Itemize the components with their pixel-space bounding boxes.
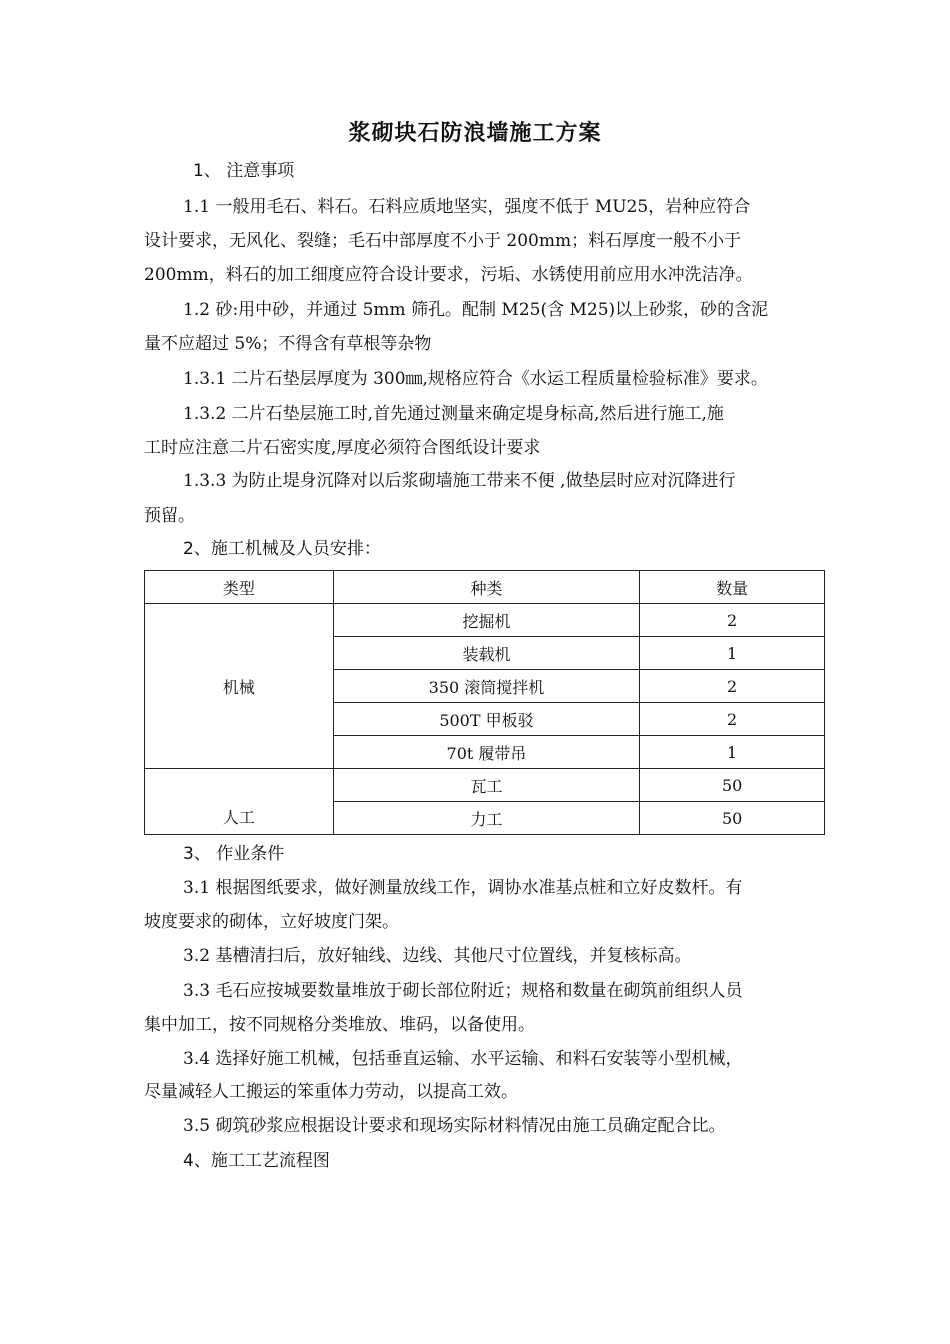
- table-cell: 2: [640, 703, 825, 736]
- paragraph-1-2-line-2: 量不应超过 5%；不得含有草根等杂物: [144, 334, 432, 354]
- paragraph-3-4-line-1: 3.4 选择好施工机械，包括垂直运输、水平运输、和料石安装等小型机械，: [183, 1049, 743, 1069]
- table-cell: 2: [640, 604, 825, 637]
- paragraph-1-1-line-1: 1.1 一般用毛石、料石。石料应质地坚实，强度不低于 MU25，岩种应符合: [183, 197, 751, 217]
- paragraph-1-1-line-3: 200mm，料石的加工细度应符合设计要求，污垢、水锈使用前应用水冲洗洁净。: [144, 265, 753, 285]
- section-1-heading: 1、 注意事项: [193, 161, 295, 181]
- section-4-heading: 4、施工工艺流程图: [183, 1151, 330, 1171]
- table-cell: 50: [640, 802, 825, 835]
- table-header-cell: 种类: [333, 571, 640, 604]
- paragraph-3-4-line-2: 尽量减轻人工搬运的笨重体力劳动，以提高工效。: [144, 1082, 518, 1102]
- table-group-cell: 人工: [145, 769, 334, 835]
- paragraph-1-3-2-line-1: 1.3.2 二片石垫层施工时,首先通过测量来确定堤身标高,然后进行施工,施: [183, 404, 724, 424]
- table-cell: 挖掘机: [333, 604, 640, 637]
- paragraph-3-1-line-2: 坡度要求的砌体，立好坡度门架。: [144, 912, 399, 932]
- paragraph-1-1-line-2: 设计要求，无风化、裂缝；毛石中部厚度不小于 200mm；料石厚度一般不小于: [144, 231, 742, 251]
- paragraph-3-2: 3.2 基槽清扫后，放好轴线、边线、其他尺寸位置线，并复核标高。: [183, 946, 692, 966]
- table-row: [145, 769, 825, 802]
- equipment-table: [144, 570, 825, 835]
- table-header-cell: 类型: [145, 571, 334, 604]
- paragraph-1-3-1: 1.3.1 二片石垫层厚度为 300㎜,规格应符合《水运工程质量检验标准》要求。: [183, 369, 768, 389]
- table-cell: 1: [640, 637, 825, 670]
- table-cell: 500T 甲板驳: [333, 703, 640, 736]
- table-header-cell: 数量: [640, 571, 825, 604]
- paragraph-1-3-3-line-2: 预留。: [144, 506, 195, 526]
- document-title: 浆砌块石防浪墙施工方案: [348, 121, 602, 146]
- table-row: [145, 604, 825, 637]
- table-cell: 70t 履带吊: [333, 736, 640, 769]
- table-cell: 2: [640, 670, 825, 703]
- paragraph-1-2-line-1: 1.2 砂:用中砂，并通过 5mm 筛孔。配制 M25(含 M25)以上砂浆，砂的含泥: [183, 300, 769, 320]
- paragraph-3-3-line-1: 3.3 毛石应按城要数量堆放于砌长部位附近；规格和数量在砌筑前组织人员: [183, 981, 743, 1001]
- table-cell: 力工: [333, 802, 640, 835]
- table-cell: 350 滚筒搅拌机: [333, 670, 640, 703]
- paragraph-3-3-line-2: 集中加工，按不同规格分类堆放、堆码，以备使用。: [144, 1015, 535, 1035]
- table-cell: 装载机: [333, 637, 640, 670]
- table-cell: 1: [640, 736, 825, 769]
- table-cell: 瓦工: [333, 769, 640, 802]
- section-3-heading: 3、 作业条件: [183, 844, 285, 864]
- table-group-cell: 机械: [145, 604, 334, 769]
- paragraph-3-1-line-1: 3.1 根据图纸要求，做好测量放线工作，调协水准基点桩和立好皮数杆。有: [183, 878, 743, 898]
- paragraph-1-3-3-line-1: 1.3.3 为防止堤身沉降对以后浆砌墙施工带来不便 ,做垫层时应对沉降进行: [183, 471, 736, 491]
- table-header-row: [145, 571, 825, 604]
- paragraph-3-5: 3.5 砌筑砂浆应根据设计要求和现场实际材料情况由施工员确定配合比。: [183, 1116, 726, 1136]
- table-cell: 50: [640, 769, 825, 802]
- section-2-heading: 2、施工机械及人员安排：: [183, 539, 381, 559]
- paragraph-1-3-2-line-2: 工时应注意二片石密实度,厚度必须符合图纸设计要求: [144, 438, 541, 458]
